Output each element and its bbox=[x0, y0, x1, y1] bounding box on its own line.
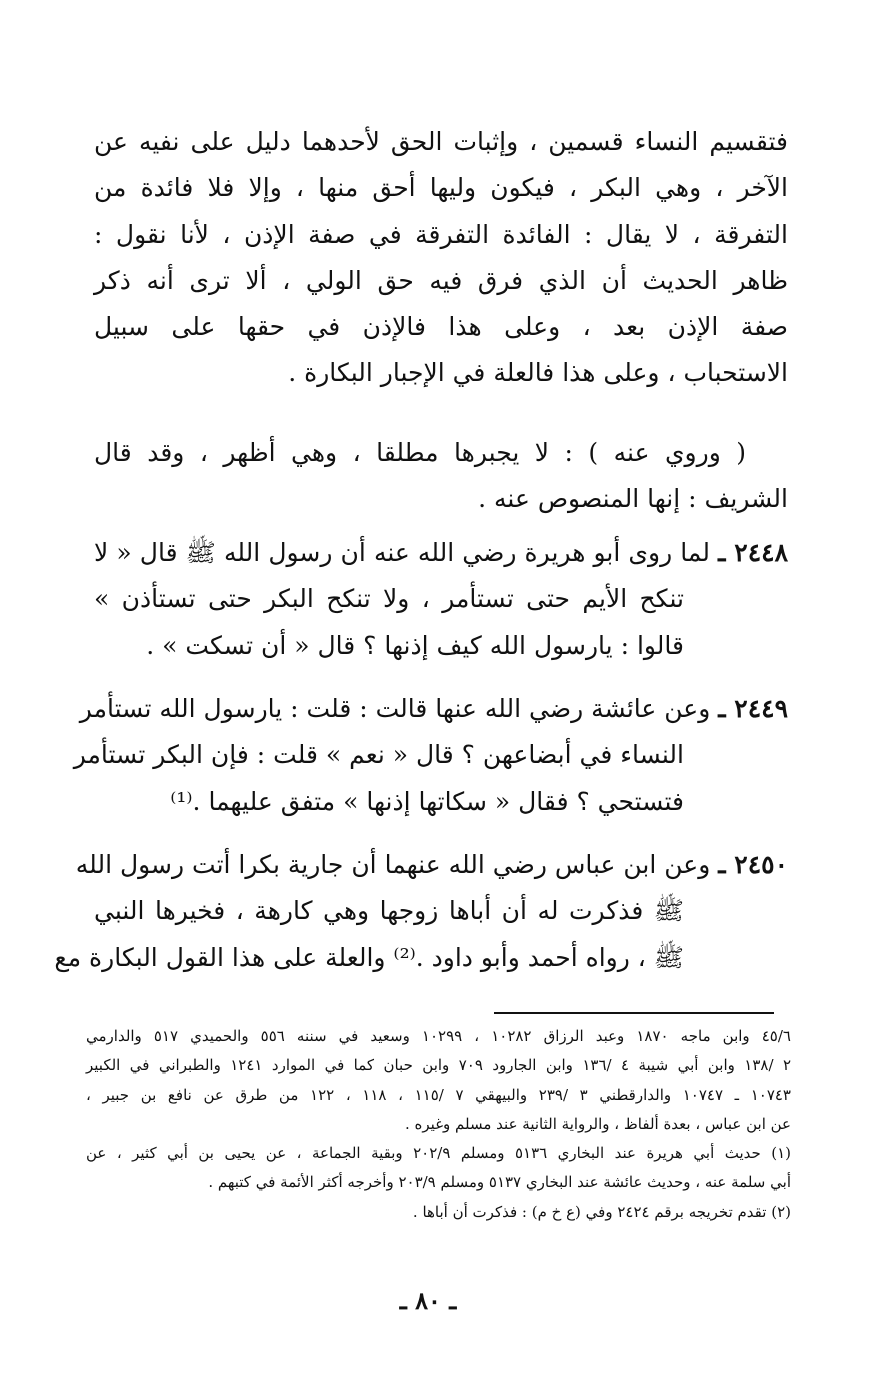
paragraph-1 bbox=[94, 119, 788, 397]
text-line: التفرقة ، لا يقال : الفائدة التفرقة في صفة الإذن ، لأنا نقول : bbox=[94, 219, 788, 249]
text-line: ﷺ فذكرت له أن أباها زوجها وهي كارهة ، فخيرها النبي bbox=[94, 896, 684, 926]
hadith-first-line bbox=[94, 530, 788, 576]
text-line: النساء في أبضاعهن ؟ قال « نعم » قلت : فإن البكر تستأمر bbox=[73, 740, 684, 770]
text-line: فتستحي ؟ فقال « سكاتها إذنها » متفق عليهما .⁽¹⁾ bbox=[170, 786, 684, 816]
page-number: ـ ٨٠ ـ bbox=[399, 1286, 457, 1315]
footnote-line: ٢ /١٣٨ وابن أبي شيبة ٤ /١٣٦ وابن الجارود ٧٠٩ وابن حبان كما في الموارد ١٢٤١ والطبراني في الكبير bbox=[86, 1056, 791, 1075]
hadith-number: ٢٤٥٠ ـ bbox=[718, 850, 788, 879]
hadith-2450 bbox=[54, 842, 788, 981]
hadith-2449 bbox=[73, 686, 788, 825]
paragraph-2 bbox=[94, 430, 788, 523]
hadith-number: ٢٤٤٩ ـ bbox=[718, 694, 788, 723]
hadith-first-line bbox=[75, 842, 788, 888]
footnotes bbox=[86, 1022, 791, 1227]
footnote-line: أبي سلمة عنه ، وحديث عائشة عند البخاري ٥١٣٧ ومسلم ٢٠٣/٩ وأخرجه أكثر الأئمة في كتبهم . bbox=[208, 1173, 791, 1192]
footnote-line: عن ابن عباس ، بعدة ألفاظ ، والرواية الثانية عند مسلم وغيره . bbox=[405, 1114, 791, 1133]
footnote-line: ١٠٧٤٣ ـ ١٠٧٤٧ والدارقطني ٣ /٢٣٩ والبيهقي ٧ /١١٥ ، ١١٨ ، ١٢٢ من طرق عن نافع بن جبير ، bbox=[86, 1085, 791, 1104]
text-line: وعن ابن عباس رضي الله عنهما أن جارية بكرا أتت رسول الله bbox=[75, 850, 711, 879]
text-line: تنكح الأيم حتى تستأمر ، ولا تنكح البكر حتى تستأذن » bbox=[94, 584, 684, 614]
text-line: صفة الإذن بعد ، وعلى هذا فالإذن في حقها على سبيل bbox=[94, 312, 788, 342]
footnote-line: (١) حديث أبي هريرة عند البخاري ٥١٣٦ ومسلم ٢٠٢/٩ وبقية الجماعة ، عن يحيى بن أبي كثير ، عن bbox=[86, 1144, 792, 1163]
footnote-line: ٤٥/٦ وابن ماجه ١٨٧٠ وعبد الرزاق ١٠٢٨٢ ، ١٠٢٩٩ وسعيد في سننه ٥٥٦ والحميدي ٥١٧ والدارمي bbox=[86, 1027, 791, 1045]
hadith-first-line bbox=[79, 686, 788, 732]
text-line: ظاهر الحديث أن الذي فرق فيه حق الولي ، ألا ترى أنه ذكر bbox=[94, 265, 788, 295]
text-line: الشريف : إنها المنصوص عنه . bbox=[478, 484, 788, 514]
text-line: فتقسيم النساء قسمين ، وإثبات الحق لأحدهما دليل على نفيه عن bbox=[94, 127, 788, 156]
text-line: الآخر ، وهي البكر ، فيكون وليها أحق منها ، وإلا فلا فائدة من bbox=[94, 173, 788, 203]
hadith-number: ٢٤٤٨ ـ bbox=[718, 538, 789, 567]
text-line: ( وروي عنه ) : لا يجبرها مطلقا ، وهي أظهر ، وقد قال bbox=[94, 438, 746, 467]
text-line: لما روى أبو هريرة رضي الله عنه أن رسول الله ﷺ قال « لا bbox=[94, 538, 710, 567]
text-line: وعن عائشة رضي الله عنها قالت : قلت : يارسول الله تستأمر bbox=[79, 694, 711, 723]
text-line: ﷺ ، رواه أحمد وأبو داود .⁽²⁾ والعلة على هذا القول البكارة مع bbox=[54, 942, 684, 972]
hadith-2448 bbox=[94, 530, 788, 669]
footnote-divider bbox=[494, 1012, 774, 1014]
text-line: قالوا : يارسول الله كيف إذنها ؟ قال « أن تسكت » . bbox=[146, 630, 684, 660]
text-line: الاستحباب ، وعلى هذا فالعلة في الإجبار البكارة . bbox=[288, 358, 788, 388]
footnote-line: (٢) تقدم تخريجه برقم ٢٤٢٤ وفي (ع خ م) : فذكرت أن أباها . bbox=[412, 1202, 791, 1221]
